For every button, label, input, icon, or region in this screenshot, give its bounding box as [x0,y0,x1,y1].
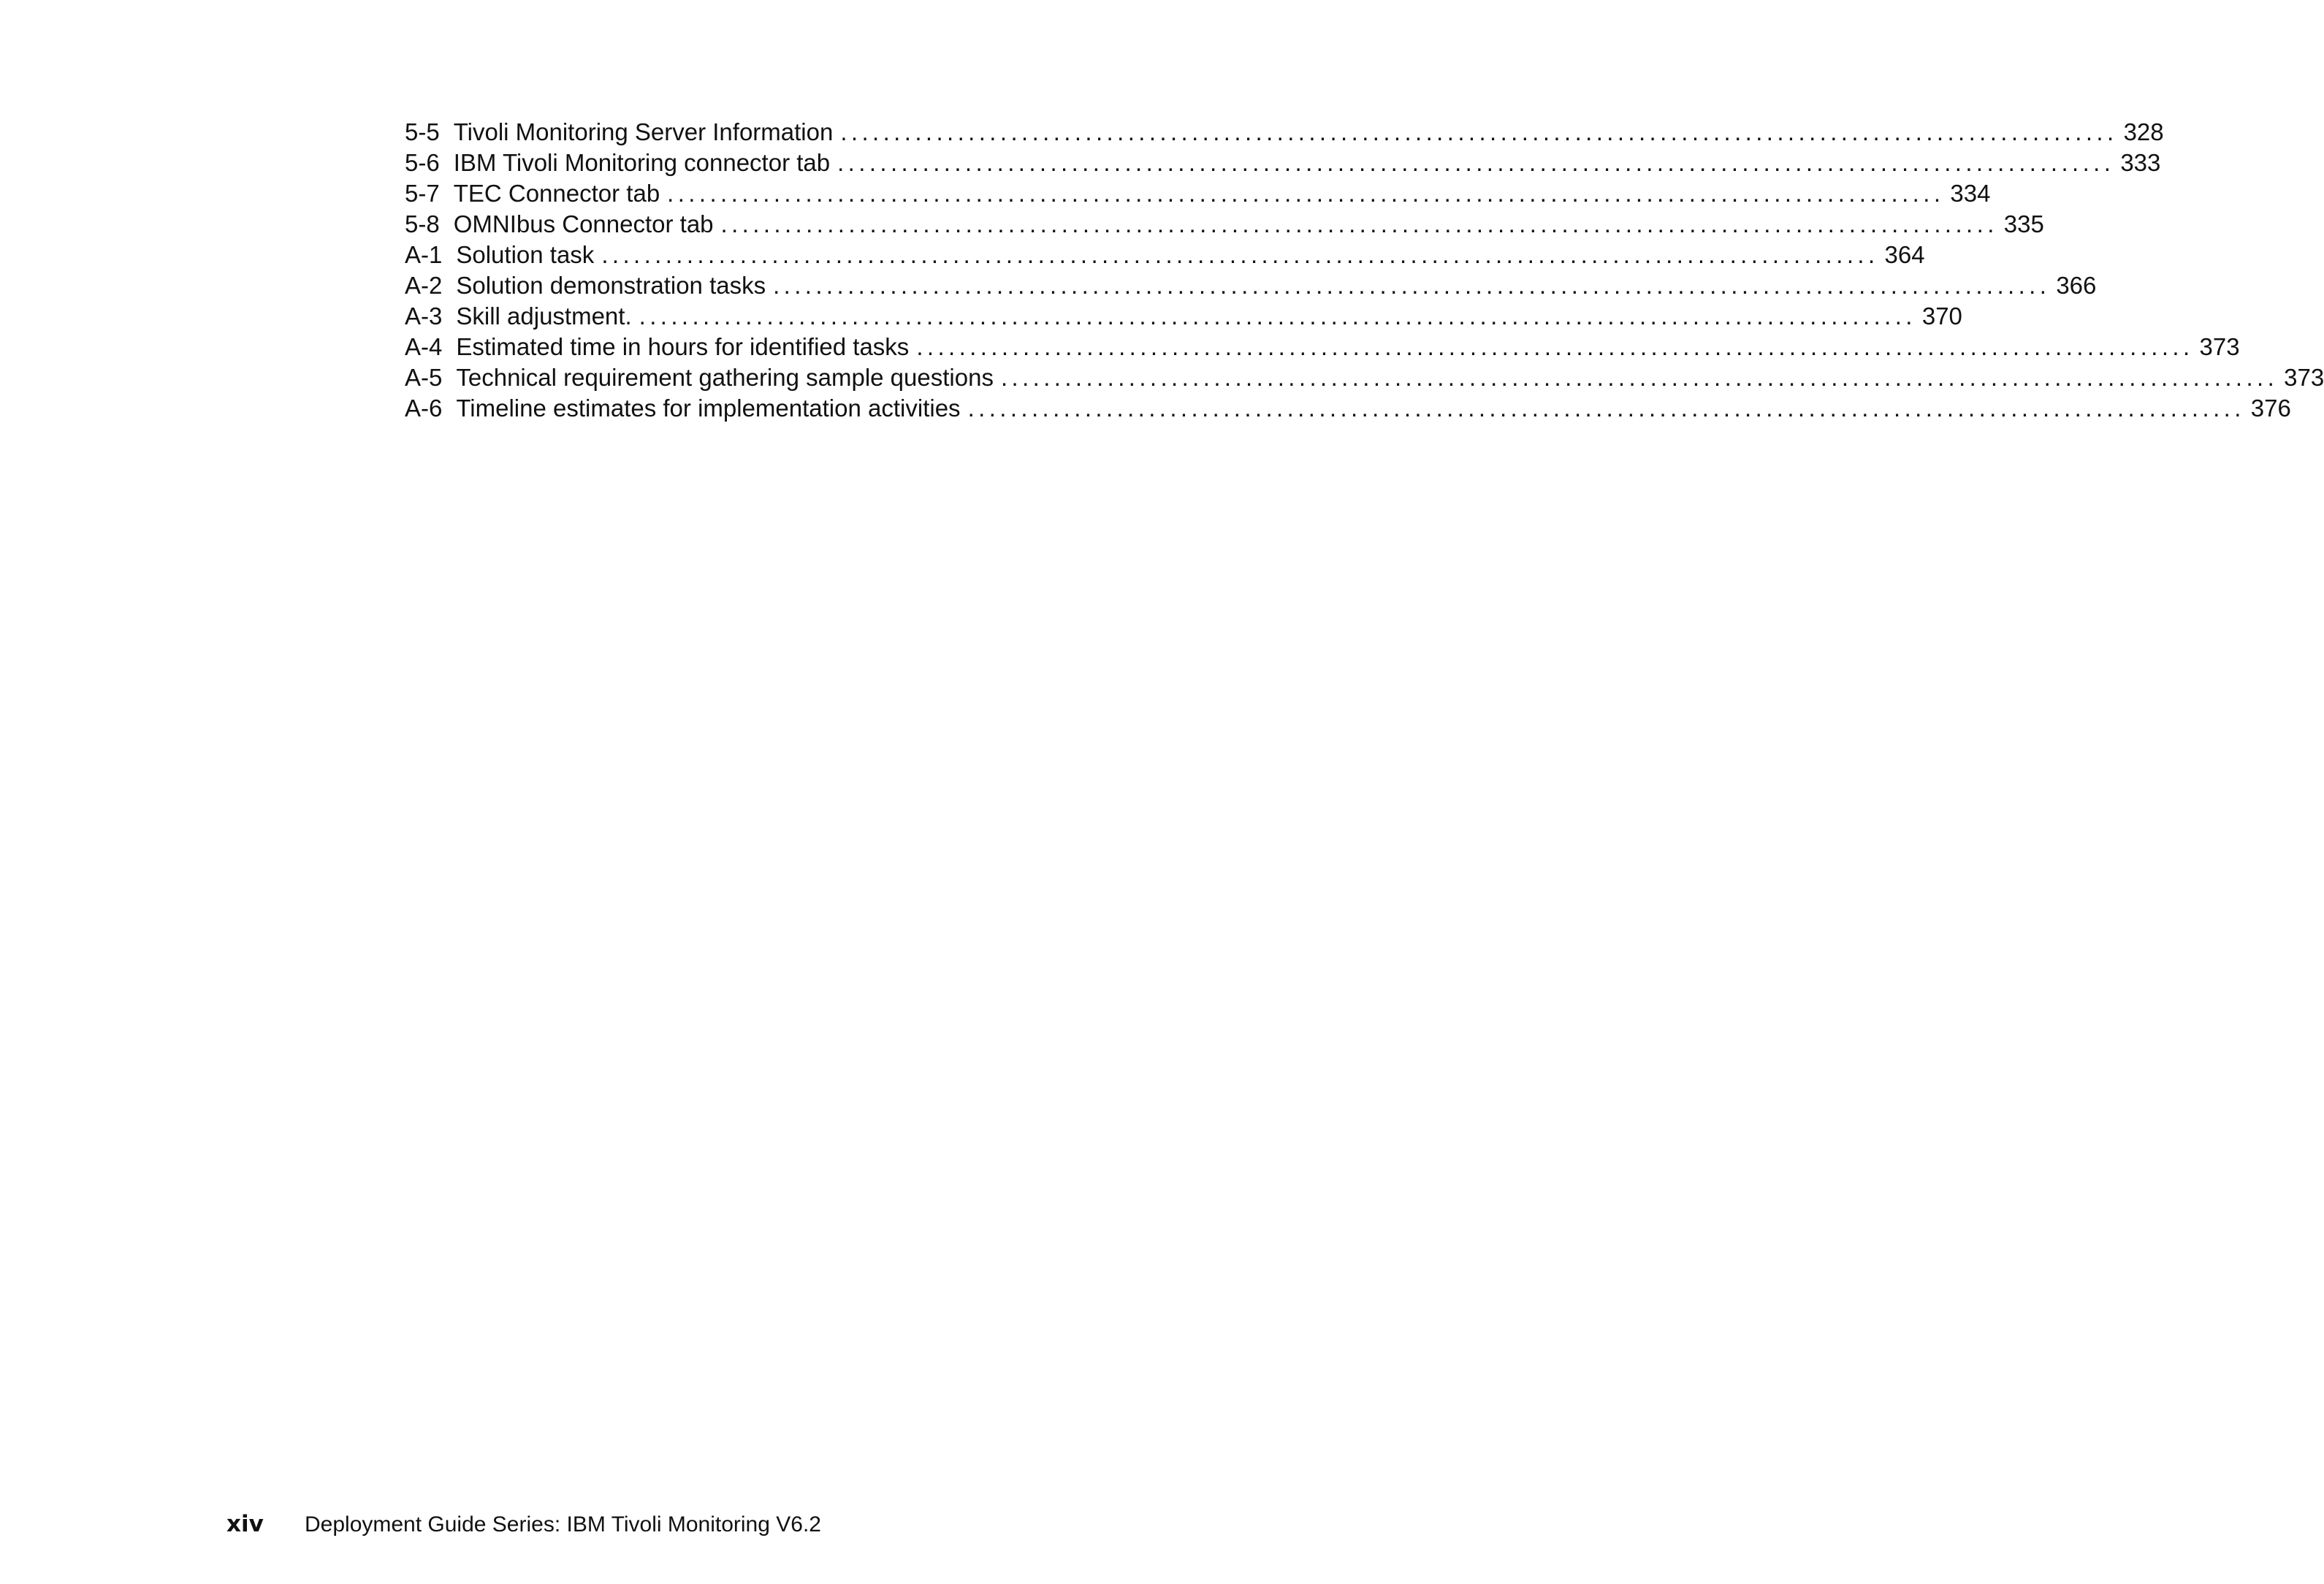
dot-leader: ........................................................................................................................ [967,395,2245,422]
table-of-contents [405,117,2324,424]
toc-entry[interactable] [405,393,2291,424]
toc-entry[interactable] [405,209,2044,240]
toc-entry-title: Timeline estimates for implementation activities [456,395,961,422]
toc-entry[interactable] [405,240,1925,270]
toc-entry-number: 5-7 [405,180,440,207]
dot-leader: ........................................................................................................................ [667,180,1945,207]
toc-entry-page: 328 [2123,118,2164,145]
toc-entry[interactable] [405,178,1991,209]
toc-entry-page: 333 [2120,149,2161,176]
toc-entry-number: 5-6 [405,149,440,176]
dot-leader: ........................................................................................................................ [639,302,1916,330]
toc-entry[interactable] [405,117,2164,148]
toc-entry-title: IBM Tivoli Monitoring connector tab [453,149,831,176]
footer-page-number: xiv [226,1511,264,1537]
toc-entry-page: 373 [2199,333,2240,360]
toc-entry-number: A-3 [405,302,443,330]
toc-entry[interactable] [405,332,2240,362]
toc-entry-number: A-6 [405,395,443,422]
toc-entry-page: 364 [1884,241,1925,268]
toc-entry-page: 335 [2003,210,2044,237]
dot-leader: ........................................................................................................................ [837,149,2115,176]
toc-entry-title: Solution task [456,241,595,268]
dot-leader: ........................................................................................................................ [720,210,1998,237]
toc-entry-title: Estimated time in hours for identified tasks [456,333,910,360]
toc-entry-page: 373 [2284,364,2324,391]
toc-entry-title: OMNIbus Connector tab [453,210,714,237]
toc-entry-title: Solution demonstration tasks [456,272,766,299]
toc-entry-number: A-2 [405,272,443,299]
toc-entry-number: A-4 [405,333,443,360]
toc-entry-page: 366 [2056,272,2097,299]
toc-entry-number: 5-5 [405,118,440,145]
dot-leader: ........................................................................................................................ [773,272,2051,299]
page-footer [226,1511,821,1537]
footer-book-title: Deployment Guide Series: IBM Tivoli Monitoring V6.2 [305,1512,821,1537]
toc-entry[interactable] [405,270,2097,301]
toc-entry-title: Tivoli Monitoring Server Information [453,118,834,145]
toc-entry[interactable] [405,148,2161,178]
toc-entry-title: Skill adjustment. [456,302,632,330]
toc-entry-page: 376 [2250,395,2291,422]
dot-leader: ........................................................................................................................ [840,118,2118,145]
toc-entry[interactable] [405,362,2324,393]
dot-leader: ........................................................................................................................ [1000,364,2279,391]
toc-entry-page: 334 [1950,180,1991,207]
toc-entry-number: A-1 [405,241,443,268]
toc-entry-title: Technical requirement gathering sample questions [456,364,994,391]
toc-entry-title: TEC Connector tab [453,180,660,207]
toc-entry-number: 5-8 [405,210,440,237]
toc-entry-number: A-5 [405,364,443,391]
dot-leader: ........................................................................................................................ [916,333,2194,360]
dot-leader: ........................................................................................................................ [601,241,1879,268]
toc-entry-page: 370 [1921,302,1962,330]
toc-entry[interactable] [405,301,1962,332]
